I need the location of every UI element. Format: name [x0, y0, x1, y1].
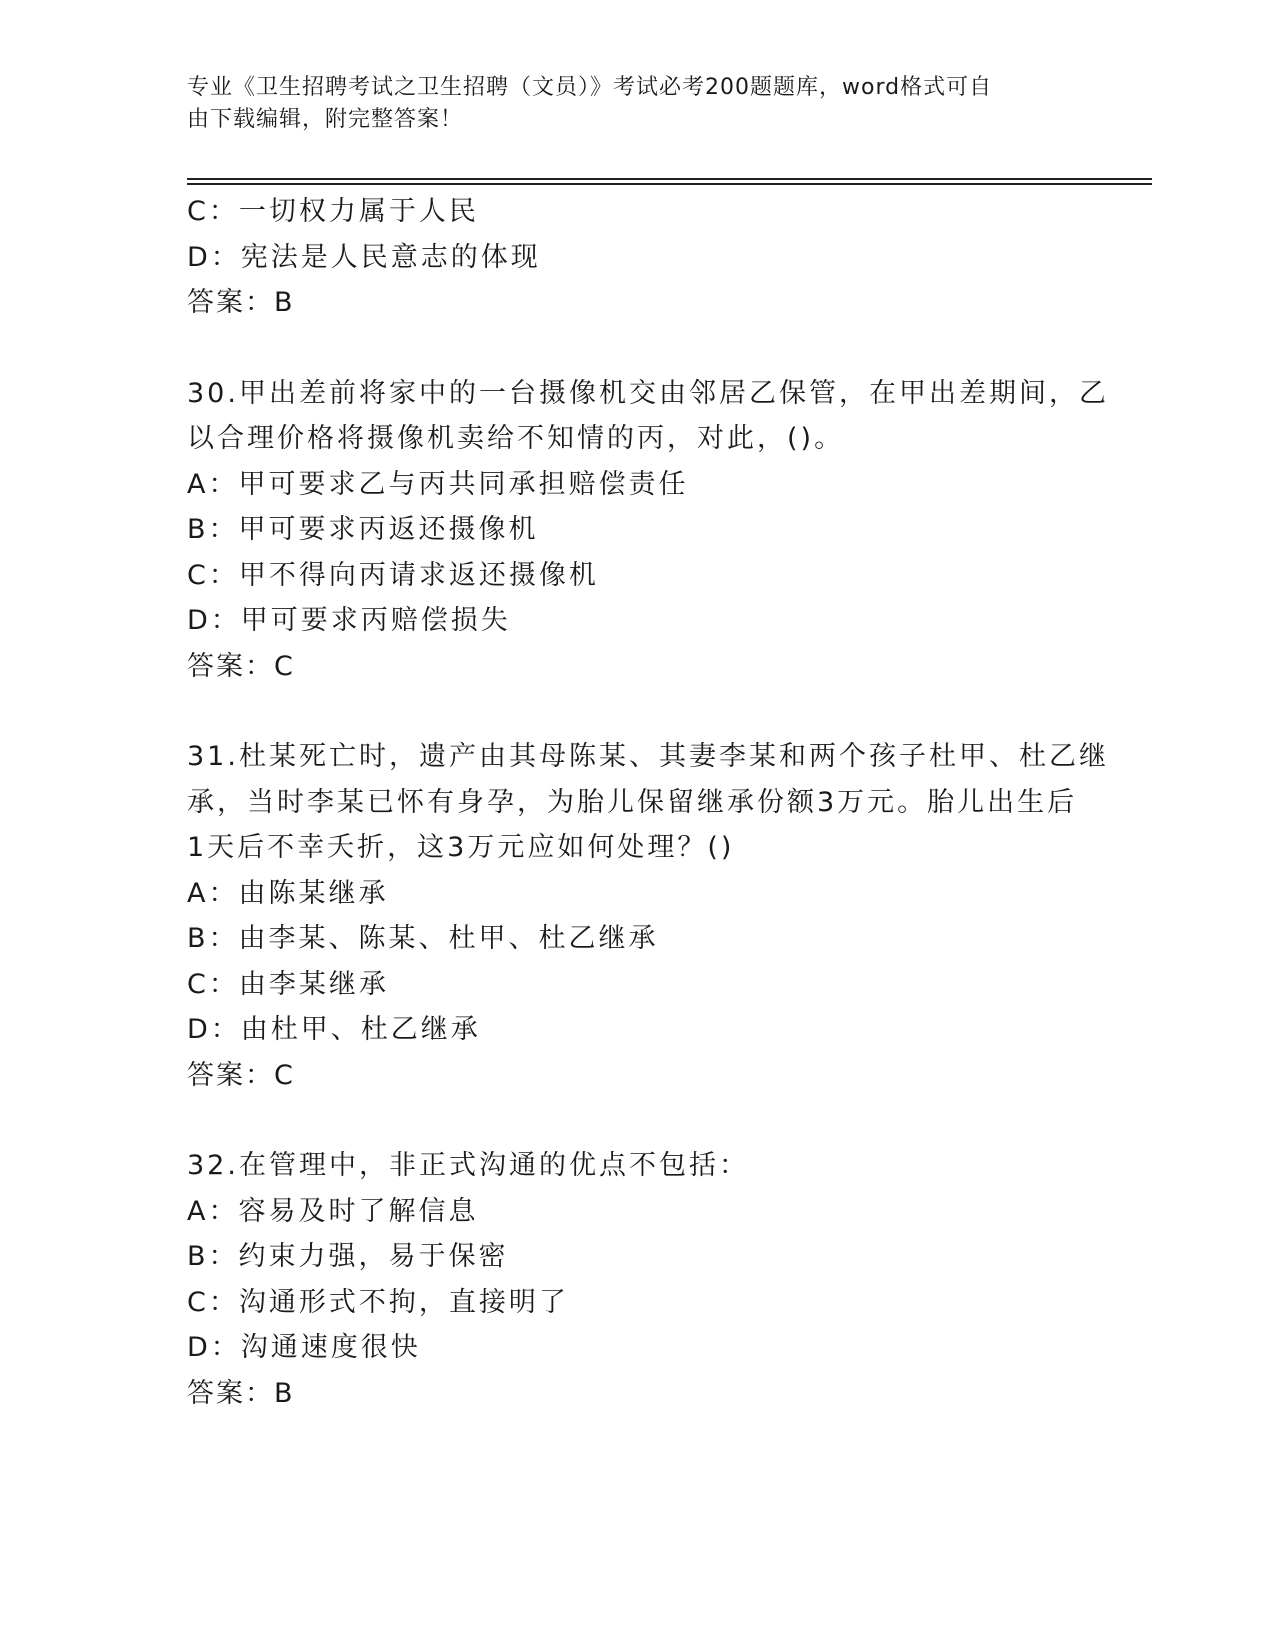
question-stem-line: 承，当时李某已怀有身孕，为胎儿保留继承份额3万元。胎儿出生后	[187, 786, 1078, 818]
option-d: D：甲可要求丙赔偿损失	[187, 605, 511, 636]
previous-question-tail	[187, 189, 1087, 326]
answer-line: 答案：C	[187, 1059, 295, 1091]
option-d: D：宪法是人民意志的体现	[187, 241, 541, 273]
option-d: D：沟通速度很快	[187, 1332, 421, 1363]
question-32	[187, 1143, 1087, 1416]
spacer	[187, 689, 1087, 734]
question-31	[187, 734, 1109, 1098]
option-c: C：由李某继承	[187, 968, 389, 1000]
option-c: C：沟通形式不拘，直接明了	[187, 1286, 569, 1318]
option-d: D：由杜甲、杜乙继承	[187, 1014, 481, 1045]
option-a: A：容易及时了解信息	[187, 1195, 479, 1227]
header-divider-bottom	[187, 183, 1152, 185]
question-stem-line: 32.在管理中，非正式沟通的优点不包括：	[187, 1150, 749, 1181]
option-c: C：一切权力属于人民	[187, 196, 479, 227]
option-a: A：甲可要求乙与丙共同承担赔偿责任	[187, 468, 689, 500]
option-b: B：约束力强，易于保密	[187, 1241, 509, 1272]
question-content	[187, 189, 1109, 1416]
option-b: B：由李某、陈某、杜甲、杜乙继承	[187, 923, 659, 954]
option-c: C：甲不得向丙请求返还摄像机	[187, 559, 599, 591]
question-stem-line: 1天后不幸夭折，这3万元应如何处理？()	[187, 832, 735, 863]
question-stem-line: 以合理价格将摄像机卖给不知情的丙，对此，()。	[187, 423, 845, 454]
option-b: B：甲可要求丙返还摄像机	[187, 514, 539, 545]
question-stem-line: 31.杜某死亡时，遗产由其母陈某、其妻李某和两个孩子杜甲、杜乙继	[187, 741, 1109, 772]
answer-line: 答案：C	[187, 650, 295, 682]
header-line-1: 专业《卫生招聘考试之卫生招聘（文员）》考试必考200题题库，word格式可自	[187, 75, 993, 100]
option-a: A：由陈某继承	[187, 877, 389, 909]
spacer	[187, 326, 1087, 371]
question-30	[187, 371, 1109, 690]
answer-line: 答案：B	[187, 1377, 295, 1409]
spacer	[187, 1098, 1087, 1143]
document-header	[187, 72, 1067, 136]
header-line-2: 由下载编辑，附完整答案！	[187, 107, 464, 132]
question-stem-line: 30.甲出差前将家中的一台摄像机交由邻居乙保管，在甲出差期间，乙	[187, 377, 1109, 409]
answer-line: 答案：B	[187, 287, 295, 318]
header-divider-top	[187, 178, 1152, 180]
